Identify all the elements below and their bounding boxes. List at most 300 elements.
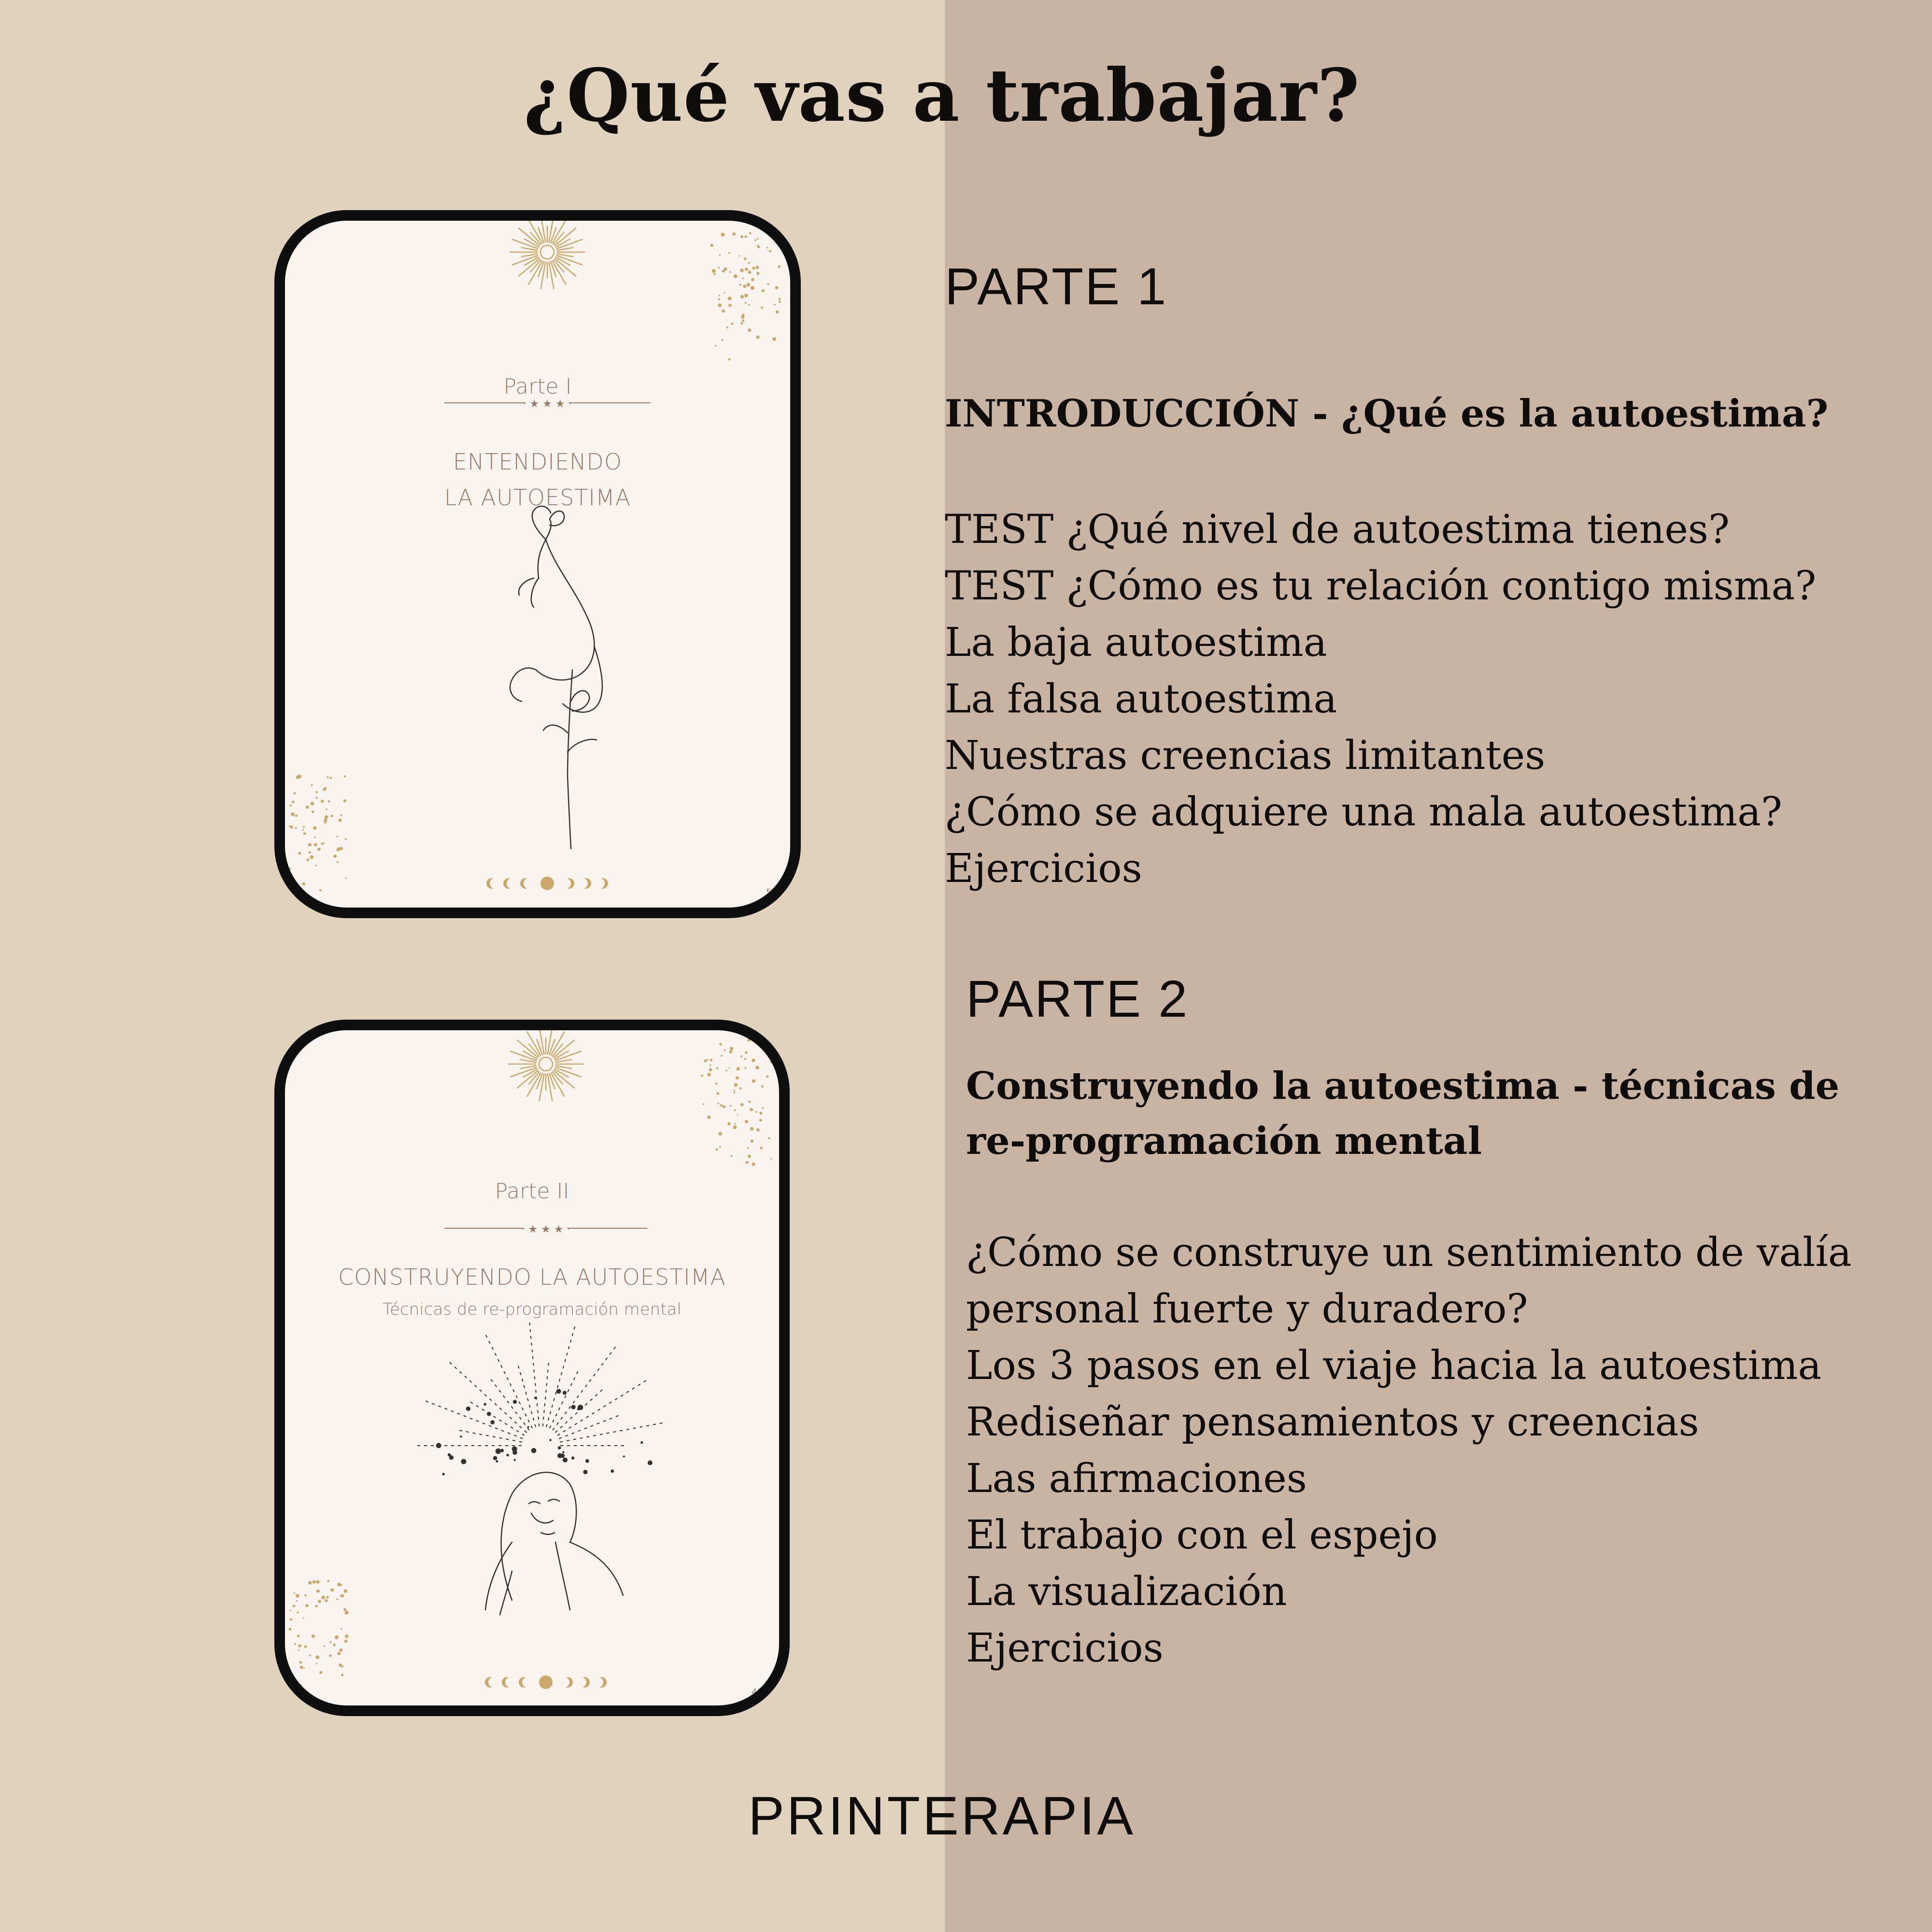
sparkle-dot (313, 826, 316, 830)
sparkle-dot (756, 336, 759, 339)
burst-star (460, 1435, 462, 1437)
burst-ray (550, 1368, 580, 1428)
burst-star (513, 1459, 515, 1461)
sparkle-dot (315, 865, 316, 866)
sparkle-dot (721, 1055, 723, 1057)
burst-star (549, 1439, 551, 1441)
sparkle-dot (290, 825, 293, 828)
sparkle-dot (712, 269, 716, 273)
sparkle-dot (318, 1600, 321, 1603)
list-item: La visualización (966, 1569, 1287, 1615)
sparkle-dot (313, 1580, 316, 1584)
sparkle-dot (298, 1649, 299, 1651)
sparkle-dot (308, 1581, 312, 1584)
sparkle-dot (344, 1589, 347, 1592)
sparkle-dot (734, 1123, 736, 1125)
sparkle-dot (345, 838, 347, 840)
page-illustration-part-1 (285, 221, 790, 908)
sparkle-dot (748, 328, 751, 332)
moon-phase-shadow (593, 1677, 603, 1688)
sparkle-dot (306, 900, 308, 902)
sparkle-dot (742, 319, 744, 322)
sparkle-dot (752, 1059, 755, 1062)
burst-star (436, 1443, 441, 1448)
sparkle-dot (755, 1111, 757, 1113)
sparkle-dot (740, 322, 743, 325)
sparkle-dot (762, 289, 765, 292)
woman-starburst-line-art (485, 1472, 623, 1615)
sparkle-dot (728, 297, 732, 300)
burst-ray (529, 1321, 539, 1426)
burst-star (496, 1460, 498, 1463)
burst-star (571, 1405, 575, 1409)
part-1-heading: PARTE 1 (945, 257, 1168, 315)
sparkle-dot (704, 1060, 707, 1063)
sparkle-dot (770, 1158, 772, 1160)
burst-star (461, 1459, 466, 1464)
sparkle-dot (740, 295, 744, 298)
tablet-screen-part-2 (285, 1030, 779, 1705)
sparkle-dot (295, 815, 297, 817)
sparkle-dot (298, 1644, 301, 1647)
burst-star (571, 1456, 574, 1459)
sparkle-dot (325, 1599, 327, 1602)
sparkle-dot (340, 814, 342, 816)
sparkle-dot (316, 797, 318, 799)
sun-icon (508, 1030, 583, 1101)
sparkle-dot (296, 1594, 299, 1598)
sparkle-dot (343, 1608, 346, 1611)
burst-star (563, 1458, 568, 1463)
sparkle-dot (339, 819, 342, 822)
sparkle-dot (734, 1083, 738, 1087)
sparkle-dot (746, 283, 750, 286)
sparkle-dot (297, 1611, 298, 1613)
sparkle-dot (722, 235, 723, 236)
sparkle-dot (291, 812, 295, 816)
sparkle-dot (752, 1163, 755, 1166)
sparkle-dot (737, 1114, 738, 1116)
burst-star (527, 1426, 529, 1428)
burst-star (640, 1441, 643, 1444)
sparkle-dot (701, 1075, 703, 1077)
sparkle-dot (728, 252, 730, 254)
sparkle-dot (719, 255, 721, 256)
burst-star (487, 1412, 491, 1416)
sparkle-dots-top-right (710, 232, 781, 360)
sparkle-dot (315, 791, 318, 794)
sparkle-dot (736, 1076, 739, 1080)
sparkle-dot (302, 829, 304, 831)
sparkle-dot (323, 788, 326, 791)
sparkle-dot (293, 1605, 296, 1607)
sparkle-dot (739, 255, 740, 256)
burst-star (493, 1456, 497, 1460)
part-2-subtitle: Construyendo la autoestima - técnicas de re-programación mental (966, 1064, 1840, 1163)
sparkle-dot (744, 302, 746, 304)
sparkle-dot (757, 1041, 759, 1043)
preview-label: Parte I (503, 374, 572, 399)
sparkle-dot (303, 826, 305, 828)
sparkle-dot (314, 837, 315, 838)
sparkle-dot (296, 1600, 298, 1602)
sparkle-dot (779, 300, 781, 303)
sparkle-dot (740, 1055, 742, 1057)
sparkle-dot (330, 1641, 332, 1643)
burst-star (558, 1446, 561, 1449)
sparkle-dot (326, 809, 327, 810)
sparkle-dot (304, 1645, 307, 1648)
sparkle-dot (344, 1639, 348, 1643)
sparkle-dot (726, 327, 728, 328)
burst-star (648, 1461, 653, 1465)
sparkle-dot (740, 235, 743, 238)
sparkle-dot (707, 1073, 711, 1077)
sparkle-dot (745, 1051, 748, 1054)
divider-stars: · ★ ★ ★ · (523, 398, 572, 410)
list-item: La falsa autoestima (945, 676, 1337, 722)
moon-phases-icon (486, 877, 608, 890)
sparkle-dot (718, 298, 720, 300)
sparkle-dot (327, 1580, 329, 1582)
burst-ray (553, 1346, 617, 1431)
moon-phase-shadow (488, 1677, 499, 1688)
sparkle-dot (745, 1120, 748, 1123)
sparkle-dot (767, 247, 768, 248)
sparkle-dot (345, 1634, 348, 1638)
sparkle-dot (337, 1583, 341, 1587)
sparkle-dot (757, 238, 759, 240)
sun-ray (547, 1074, 552, 1101)
list-item: ¿Cómo se construye un sentimiento de valía personal fuerte y duradero? (966, 1230, 1852, 1332)
sparkle-dot (734, 274, 738, 278)
sparkle-dot (756, 1128, 760, 1132)
sparkle-dot (744, 257, 747, 260)
brand-logo-text: PRINTERAPIA (748, 1786, 1136, 1846)
sparkle-dot (730, 1047, 734, 1051)
sparkle-dot (721, 233, 725, 237)
moon-phase-shadow (505, 1677, 516, 1688)
sparkle-dot (324, 1646, 325, 1647)
woman-flower-line-art (510, 506, 602, 849)
list-item: Los 3 pasos en el viaje hacia la autoestima (966, 1343, 1822, 1389)
list-item: Nuestras creencias limitantes (945, 733, 1546, 779)
sparkle-dot (747, 1039, 750, 1042)
sparkle-dot (312, 810, 314, 813)
list-item: Las afirmaciones (966, 1456, 1307, 1502)
sparkle-dot (335, 1635, 339, 1639)
sparkle-dot (311, 784, 313, 786)
sparkle-dot (742, 277, 744, 279)
sparkle-dot (718, 303, 722, 307)
sparkle-dot (747, 1147, 749, 1149)
sparkle-dot (709, 1068, 712, 1072)
sun-ray (547, 1030, 552, 1054)
sparkle-dot (326, 1596, 328, 1598)
sparkle-dot (327, 776, 329, 778)
sparkle-dot (719, 295, 720, 296)
sparkle-dot (728, 304, 732, 307)
sparkle-dot (744, 1067, 746, 1069)
burst-star (496, 1449, 501, 1454)
sparkle-dot (734, 1092, 735, 1094)
sparkle-dot (728, 358, 731, 361)
burst-star (483, 1403, 486, 1406)
sparkle-dot (345, 877, 347, 879)
sparkle-dot (312, 1634, 315, 1638)
sparkle-dot (289, 867, 291, 869)
sparkle-dot (317, 848, 321, 851)
sparkle-dot (739, 1087, 742, 1090)
sparkle-dot (297, 1634, 300, 1637)
list-item: El trabajo con el espejo (966, 1512, 1438, 1558)
burst-star (466, 1406, 470, 1411)
burst-star (490, 1420, 495, 1424)
sun-ray (540, 262, 545, 289)
sun-ray (539, 1030, 544, 1054)
sparkle-dot (319, 889, 322, 892)
sparkle-dot (302, 882, 306, 886)
sparkle-dot (731, 323, 733, 325)
sparkle-dot (341, 1674, 343, 1676)
sparkle-dot (721, 339, 723, 341)
part-1-subtitle: INTRODUCCIÓN - ¿Qué es la autoestima? (945, 392, 1829, 436)
sparkle-dot (751, 286, 754, 290)
list-item: La baja autoestima (945, 620, 1327, 666)
sparkle-dot (755, 266, 759, 269)
sparkle-dot (315, 1662, 317, 1664)
sparkle-dot (341, 1665, 343, 1667)
sparkle-dot (761, 306, 763, 309)
tablet-preview-part-1 (274, 210, 801, 918)
moon-phase-shadow (522, 1677, 533, 1688)
sparkle-dot (310, 855, 314, 859)
sparkle-dot (316, 1590, 320, 1593)
sparkle-dot (775, 286, 779, 289)
burst-ray (546, 1325, 575, 1427)
list-item: Ejercicios (945, 846, 1142, 892)
sparkle-dot (339, 1648, 342, 1652)
sparkle-dot (745, 268, 748, 271)
sparkle-dot (748, 1155, 751, 1158)
burst-star (506, 1454, 509, 1456)
burst-star (513, 1400, 517, 1404)
part-1-topic-list (945, 501, 1816, 897)
sparkle-dot (299, 1661, 302, 1664)
sparkle-dot (333, 1644, 336, 1647)
burst-ray (557, 1379, 648, 1435)
sparkle-dot (303, 1667, 305, 1669)
sparkle-dot (305, 1594, 307, 1596)
sparkle-dot (755, 1066, 759, 1070)
sparkle-dot (296, 776, 299, 779)
burst-star (442, 1473, 444, 1475)
sparkle-dot (715, 1082, 718, 1085)
sparkle-dot (745, 1161, 748, 1164)
sparkle-dot (743, 284, 746, 288)
tablet-screen-part-1 (285, 221, 790, 908)
moon-phase-shadow (524, 878, 534, 889)
sparkle-dot (329, 777, 332, 779)
sparkle-dot (710, 1065, 711, 1066)
sparkle-dot (290, 1618, 293, 1621)
sparkle-dot (295, 827, 297, 829)
sparkle-dot (770, 1047, 771, 1048)
preview-title-line-1: ENTENDIENDO (453, 449, 623, 475)
sparkle-dot (300, 1666, 303, 1669)
sparkle-dot (767, 283, 769, 285)
moon-phase (539, 1676, 553, 1689)
sparkle-dot (328, 800, 330, 803)
burst-star (623, 1455, 625, 1457)
sparkle-dot (340, 847, 343, 850)
sparkle-dot (710, 244, 713, 247)
burst-star (512, 1446, 517, 1451)
sparkle-dot (730, 1105, 732, 1107)
sparkle-dot (729, 271, 731, 273)
burst-star (560, 1453, 565, 1458)
sparkle-dot (703, 1103, 705, 1105)
sparkle-dot (314, 843, 317, 846)
sparkle-dot (323, 842, 325, 843)
page-illustration-part-2 (285, 1030, 779, 1705)
sparkle-dot (306, 806, 309, 809)
preview-page-number: 43 (752, 1687, 763, 1697)
burst-star (531, 1448, 537, 1453)
sparkle-dot (754, 240, 756, 242)
sparkle-dot (740, 1103, 744, 1107)
sparkle-dot (757, 245, 759, 247)
sparkle-dot (739, 284, 741, 285)
sparkle-dot (315, 1605, 318, 1607)
sparkle-dot (750, 1108, 753, 1111)
sparkle-dot (316, 1655, 320, 1659)
sparkle-dot (337, 1598, 339, 1600)
sparkle-dot (298, 852, 301, 855)
sparkle-dots-top-right (701, 1039, 773, 1166)
sparkle-dot (290, 1610, 291, 1611)
sparkle-dot (722, 310, 725, 313)
sparkle-dot (343, 799, 346, 802)
sparkle-dot (740, 269, 744, 272)
sparkle-dot (778, 265, 781, 268)
sun-icon (510, 221, 585, 289)
sun-ray (539, 1074, 544, 1101)
sparkle-dot (727, 1122, 731, 1126)
sparkle-dot (720, 1104, 723, 1107)
sparkle-dot (737, 1067, 740, 1070)
sparkle-dots-bottom-left (289, 1580, 349, 1688)
sparkle-dot (299, 1684, 303, 1688)
sparkle-dot (752, 1079, 755, 1082)
preview-title-line-2: LA AUTOESTIMA (444, 484, 631, 511)
burst-ray (467, 1400, 525, 1435)
sparkle-dot (759, 1119, 762, 1122)
sparkle-dot (744, 235, 747, 238)
preview-label: Parte II (495, 1179, 569, 1204)
sparkle-dot (707, 1059, 709, 1061)
burst-star (563, 1391, 567, 1394)
sparkle-dot (294, 1643, 296, 1645)
sparkle-dot (750, 1127, 753, 1130)
sparkle-dot (748, 262, 750, 264)
moon-phases-icon (485, 1676, 607, 1689)
preview-subtitle: Técnicas de re-programación mental (383, 1300, 682, 1319)
sparkle-dot (772, 337, 776, 341)
burst-ray (448, 1361, 527, 1433)
sparkle-dot (325, 815, 328, 819)
sparkle-dot (321, 800, 324, 803)
list-item: TEST ¿Cómo es tu relación contigo misma? (945, 563, 1817, 609)
sparkle-dot (717, 1103, 719, 1105)
sun-ray (549, 262, 554, 289)
sparkle-dot (723, 1105, 725, 1108)
sparkle-dot (761, 1085, 764, 1088)
sparkle-dot (307, 859, 310, 862)
sparkle-dot (724, 1049, 726, 1051)
sparkle-dot (345, 1613, 347, 1615)
sparkle-dot (311, 802, 314, 806)
sparkle-dot (749, 232, 752, 234)
sparkle-dot (715, 345, 716, 346)
sparkle-dot (713, 273, 715, 275)
sparkle-dot (330, 814, 333, 817)
sparkle-dot (324, 819, 327, 822)
burst-star (611, 1469, 614, 1473)
sparkle-dot (729, 1051, 732, 1053)
list-item: TEST ¿Qué nivel de autoestima tienes? (945, 507, 1730, 553)
sparkle-dot (748, 270, 752, 274)
sparkle-dot (774, 304, 776, 306)
sparkle-dot (732, 232, 736, 236)
sparkle-dot (302, 1617, 304, 1619)
sparkle-dot (751, 278, 754, 281)
sparkle-dot (305, 1604, 308, 1607)
moon-phase-shadow (576, 1677, 586, 1688)
sparkle-dot (769, 250, 771, 253)
sparkle-dot (718, 1132, 722, 1136)
sparkle-dot (751, 1139, 753, 1142)
sparkle-dot (338, 1652, 341, 1655)
moon-phase (540, 877, 554, 890)
sparkle-dot (742, 313, 744, 316)
burst-star (577, 1408, 580, 1410)
starburst-rays (415, 1321, 665, 1446)
moon-phase-shadow (577, 878, 588, 889)
burst-star (556, 1389, 561, 1394)
sparkle-dot (321, 1595, 325, 1599)
sparkle-dot (718, 267, 720, 269)
list-item: Ejercicios (966, 1625, 1164, 1671)
sparkle-dot (734, 1109, 736, 1111)
burst-ray (560, 1422, 664, 1442)
sparkle-dot (309, 1654, 311, 1656)
sparkle-dot (341, 1628, 342, 1630)
part-2-heading: PARTE 2 (966, 969, 1189, 1028)
sparkle-dot (716, 1092, 719, 1095)
sparkle-dot (730, 1155, 732, 1157)
sparkle-dot (733, 1125, 737, 1129)
sparkle-dot (292, 801, 295, 804)
burst-star (449, 1455, 454, 1460)
burst-star (534, 1396, 537, 1399)
sparkle-dot (333, 854, 337, 858)
sparkle-dot (316, 1580, 319, 1584)
sparkle-dot (744, 1058, 746, 1060)
sparkle-dot (724, 292, 725, 294)
divider-stars: · ★ ★ ★ · (521, 1223, 570, 1236)
moon-phase-shadow (594, 878, 605, 889)
